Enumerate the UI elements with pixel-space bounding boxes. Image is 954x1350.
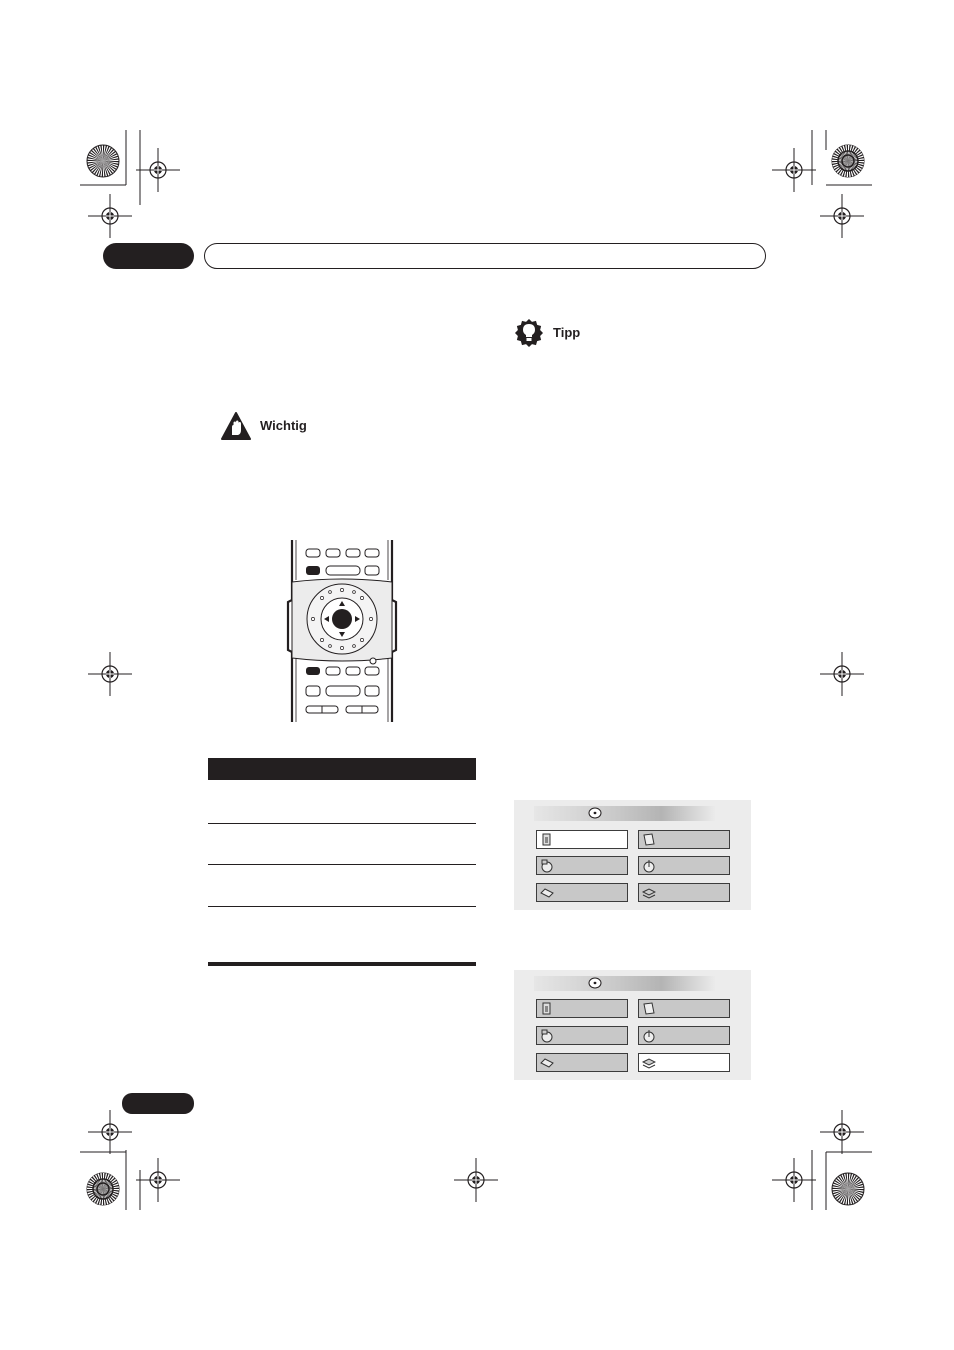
disc-icon [588, 977, 602, 989]
table-header [208, 758, 476, 780]
disc-stack-icon [642, 886, 656, 900]
warning-hand-icon [221, 412, 251, 440]
menu-option-middle-right[interactable] [638, 856, 730, 875]
page-number-tab [122, 1093, 194, 1114]
header-bar [204, 243, 766, 269]
disc-edit-icon [642, 859, 656, 873]
menu-titlebar [534, 976, 716, 991]
disc-menu-panel-1 [514, 800, 751, 910]
document-icon [642, 1002, 656, 1016]
lightbulb-icon [514, 318, 544, 348]
menu-option-top-right[interactable] [638, 999, 730, 1018]
starburst-mark-top-right [831, 144, 865, 178]
chapter-tab [103, 243, 194, 269]
menu-option-bottom-left[interactable] [536, 883, 628, 902]
disc-menu-panel-2 [514, 970, 751, 1080]
important-label: Wichtig [260, 418, 307, 433]
document-icon [642, 833, 656, 847]
menu-option-top-right[interactable] [638, 830, 730, 849]
menu-option-bottom-right[interactable] [638, 1053, 730, 1072]
table-row [208, 824, 476, 865]
menu-option-middle-left[interactable] [536, 1026, 628, 1045]
menu-option-middle-right[interactable] [638, 1026, 730, 1045]
remote-control-illustration [286, 540, 398, 722]
table-row [208, 780, 476, 824]
data-table [208, 758, 476, 966]
starburst-mark-bottom-right [831, 1172, 865, 1206]
menu-option-middle-left[interactable] [536, 856, 628, 875]
disc-stack-icon [642, 1056, 656, 1070]
menu-option-bottom-right[interactable] [638, 883, 730, 902]
menu-option-top-left[interactable] [536, 999, 628, 1018]
settings-page-icon [540, 1002, 554, 1016]
disc-clock-icon [540, 859, 554, 873]
table-row [208, 865, 476, 907]
tip-label: Tipp [553, 325, 581, 340]
disc-icon [588, 807, 602, 819]
starburst-mark-top-left [86, 144, 120, 178]
table-row [208, 907, 476, 966]
settings-page-icon [540, 833, 554, 847]
eraser-icon [540, 1056, 554, 1070]
menu-option-bottom-left[interactable] [536, 1053, 628, 1072]
menu-titlebar [534, 806, 716, 821]
tip-note [514, 318, 614, 350]
disc-clock-icon [540, 1029, 554, 1043]
disc-edit-icon [642, 1029, 656, 1043]
starburst-mark-bottom-left [86, 1172, 120, 1206]
important-note [221, 412, 341, 442]
eraser-icon [540, 886, 554, 900]
menu-option-top-left[interactable] [536, 830, 628, 849]
